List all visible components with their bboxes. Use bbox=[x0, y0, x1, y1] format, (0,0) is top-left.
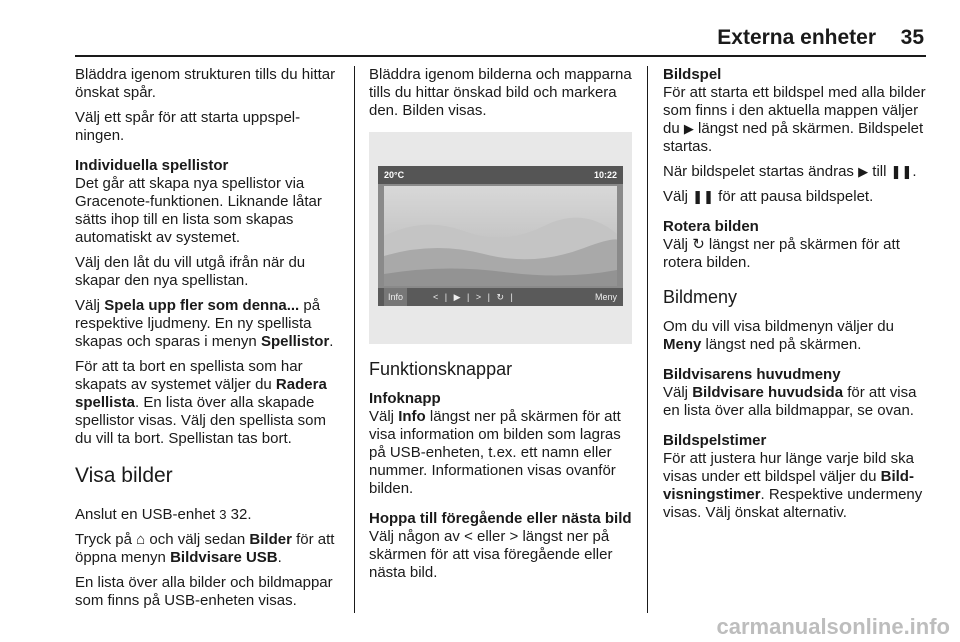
text: längst ned på skärmen. bbox=[701, 336, 862, 353]
display-screen bbox=[378, 166, 623, 306]
text: längst ner på skärmen för att visa information om bilden som lagras på USB-enheten, t.ex. ett namn eller nummer. Informationen visas ovanför bilden. bbox=[369, 408, 621, 497]
text: för att pausa bildspelet. bbox=[713, 188, 874, 205]
temperature: 20°C bbox=[384, 170, 405, 180]
page-header bbox=[0, 26, 960, 54]
text: på respektive ljudmeny. En ny spellista skapas och sparas i menyn bbox=[75, 297, 321, 350]
mountain-image bbox=[384, 186, 617, 286]
chevron-left-icon: < bbox=[464, 528, 473, 545]
paragraph: En lista över alla bilder och bildmappar som finns på USB-enheten visas. bbox=[75, 574, 333, 609]
rotate-icon: ↻ bbox=[692, 236, 705, 253]
status-bar bbox=[378, 166, 623, 184]
paragraph bbox=[75, 506, 341, 524]
text: Välj någon av bbox=[369, 528, 465, 545]
text: till bbox=[868, 163, 891, 180]
skip-heading: Hoppa till föregående eller nästa bild bbox=[369, 510, 632, 527]
text: När bildspelet startas ändras bbox=[663, 163, 859, 180]
watermark: carmanualsonline.info bbox=[716, 614, 950, 639]
column-3 bbox=[663, 66, 927, 529]
column-1 bbox=[75, 66, 341, 617]
function-bar bbox=[378, 288, 623, 306]
paragraph bbox=[75, 358, 341, 448]
section-title: Visa bilder bbox=[75, 464, 173, 487]
text: Välj bbox=[369, 408, 399, 425]
chevron-right-icon: > bbox=[509, 528, 519, 545]
info-heading: Infoknapp bbox=[369, 390, 441, 407]
play-icon: ▶ bbox=[683, 121, 694, 136]
paragraph bbox=[663, 318, 927, 354]
text: . bbox=[912, 163, 917, 180]
text: för att visa en lista över alla bildmappar, se ovan. bbox=[663, 384, 917, 419]
paragraph bbox=[663, 236, 927, 272]
page-ref-icon: 3 bbox=[219, 507, 227, 522]
paragraph bbox=[663, 188, 927, 206]
text: Om du vill visa bildmenyn väljer du bbox=[663, 318, 894, 335]
text: . bbox=[329, 333, 334, 350]
paragraph bbox=[369, 528, 632, 582]
menu-item-ref: Spela upp fler som denna... bbox=[104, 297, 300, 314]
menu-item-ref: Radera spellista bbox=[75, 376, 327, 411]
paragraph bbox=[663, 163, 927, 181]
text: Välj bbox=[663, 188, 693, 205]
text: för att öppna menyn bbox=[75, 531, 335, 566]
menu-item-ref: Info bbox=[398, 408, 426, 425]
paragraph bbox=[663, 384, 927, 420]
playlists-heading: Individuella spellistor bbox=[75, 157, 229, 174]
page-number: 35 bbox=[900, 26, 924, 49]
menu-item-ref: Spellistor bbox=[260, 333, 330, 350]
menu-item-ref: Bildvisningstimer bbox=[663, 468, 914, 503]
info-button[interactable]: Info bbox=[384, 288, 407, 306]
text: . bbox=[277, 549, 282, 566]
text: eller bbox=[472, 528, 510, 545]
text: Välj bbox=[663, 384, 693, 401]
clock: 10:22 bbox=[593, 170, 617, 180]
timer-heading: Bildspelstimer bbox=[663, 432, 767, 449]
pause-icon: ❚❚ bbox=[692, 189, 714, 204]
paragraph bbox=[369, 408, 632, 498]
play-icon: ▶ bbox=[858, 164, 869, 179]
home-icon: ⌂ bbox=[136, 531, 146, 548]
paragraph bbox=[75, 297, 341, 351]
pause-icon: ❚❚ bbox=[890, 164, 913, 179]
text: Tryck på bbox=[75, 531, 137, 548]
chapter-title: Externa enheter bbox=[717, 26, 876, 49]
text: För att justera hur länge varje bild ska visas under ett bildspel väljer du bbox=[663, 450, 914, 485]
text: och välj sedan bbox=[145, 531, 250, 548]
paragraph: Bläddra igenom strukturen tills du hittar önskat spår. bbox=[75, 66, 336, 101]
menu-title: Bildmeny bbox=[663, 287, 738, 307]
slideshow-heading: Bildspel bbox=[663, 66, 722, 83]
text: Välj den låt du vill utgå ifrån när du skapar den nya spellistan. bbox=[75, 254, 306, 289]
menu-item-ref: Bilder bbox=[249, 531, 292, 548]
text: För att starta ett bildspel med alla bilder som finns i den aktuella mappen väljer du bbox=[663, 84, 926, 137]
paragraph bbox=[75, 254, 341, 290]
subsection-title: Funktionsknappar bbox=[369, 359, 513, 379]
menu-button[interactable]: Meny bbox=[594, 292, 617, 302]
paragraph: Det går att skapa nya spellistor via Gracenote-funktionen. Liknande låtar sätts ihop till en lista som skapas automatiskt av systemet. bbox=[75, 175, 322, 246]
text: längst ner på skärmen för att visa föregående eller nästa bild. bbox=[369, 528, 613, 581]
text: Välj bbox=[75, 297, 105, 314]
text: . En lista över alla skapade spellistor visas. Välj den spellista som du vill ta bort. Spellistan tas bort. bbox=[75, 394, 326, 447]
playback-controls[interactable]: < | ▶ | > | ↻ | bbox=[433, 292, 515, 302]
rotate-heading: Rotera bilden bbox=[663, 218, 759, 235]
header-rule bbox=[75, 55, 926, 57]
paragraph bbox=[663, 84, 927, 156]
text: längst ned på skärmen. Bildspelet startas. bbox=[663, 120, 924, 155]
text: För att ta bort en spellista som har skapats av systemet väljer du bbox=[75, 358, 303, 393]
picture-preview bbox=[384, 186, 617, 286]
text: längst ner på skärmen för att rotera bilden. bbox=[663, 236, 900, 271]
paragraph: Bläddra igenom bilderna och mapparna tills du hittar önskad bild och markera den. Bilden visas. bbox=[369, 66, 632, 119]
menu-item-ref: Meny bbox=[663, 336, 702, 353]
text: Välj bbox=[663, 236, 693, 253]
text: 32. bbox=[226, 506, 252, 523]
mainmenu-heading: Bildvisarens huvudmeny bbox=[663, 366, 841, 383]
paragraph: Välj ett spår för att starta uppspelningen. bbox=[75, 109, 301, 144]
column-divider-1 bbox=[354, 66, 355, 613]
column-divider-2 bbox=[647, 66, 648, 613]
paragraph bbox=[663, 450, 927, 522]
paragraph bbox=[75, 531, 341, 567]
column-2 bbox=[369, 66, 632, 589]
screen-figure bbox=[369, 132, 632, 344]
text: . Respektive undermeny visas. Välj önskat alternativ. bbox=[663, 486, 923, 521]
menu-item-ref: Bildvisare huvudsida bbox=[692, 384, 844, 401]
text: Anslut en USB-enhet bbox=[75, 506, 220, 523]
menu-item-ref: Bildvisare USB bbox=[170, 549, 278, 566]
